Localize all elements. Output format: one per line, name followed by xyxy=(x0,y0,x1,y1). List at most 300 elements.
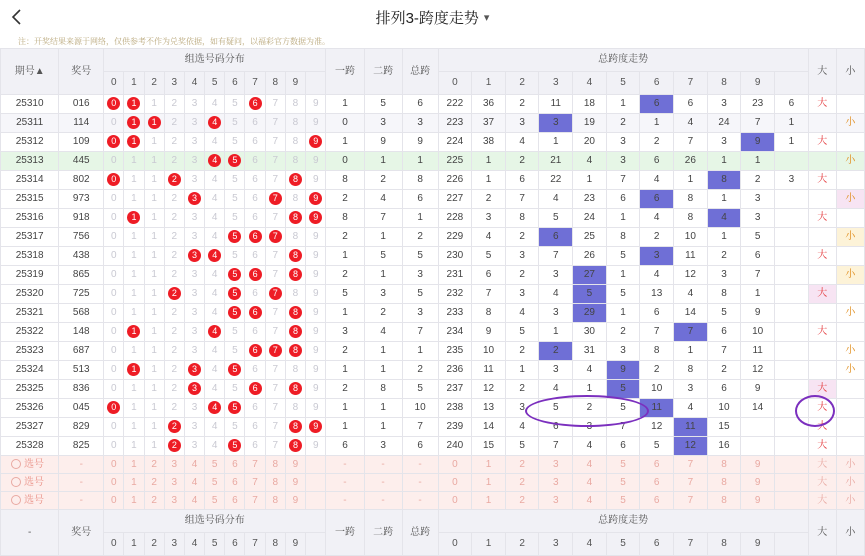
digit-cell[interactable]: 9 xyxy=(306,437,326,456)
digit-cell[interactable]: 1 xyxy=(144,285,164,304)
digit-cell[interactable]: 4 xyxy=(205,285,225,304)
span-cell[interactable]: 2 xyxy=(640,133,674,152)
selection-digit[interactable]: 3 xyxy=(164,492,184,510)
digit-cell[interactable]: 6 xyxy=(245,266,265,285)
digit-cell[interactable]: 1 xyxy=(124,323,144,342)
selection-span[interactable]: 5 xyxy=(606,492,640,510)
digit-cell[interactable]: 9 xyxy=(306,342,326,361)
selection-label[interactable]: 选号 xyxy=(1,474,59,492)
span-cell[interactable]: 30 xyxy=(573,323,607,342)
span-cell[interactable]: 3 xyxy=(707,133,741,152)
span-cell[interactable]: 1 xyxy=(774,114,808,133)
row-issue[interactable]: 25314 xyxy=(1,171,59,190)
selection-digit[interactable]: 6 xyxy=(225,456,245,474)
digit-cell[interactable]: 2 xyxy=(164,437,184,456)
row-prize[interactable]: 836 xyxy=(59,380,104,399)
table-row[interactable] xyxy=(1,190,865,209)
row-prize[interactable]: 513 xyxy=(59,361,104,380)
span-cell[interactable] xyxy=(774,266,808,285)
span-cell[interactable]: 1 xyxy=(606,266,640,285)
digit-cell[interactable]: 7 xyxy=(265,342,285,361)
selection-digit[interactable]: 7 xyxy=(245,492,265,510)
digit-cell[interactable]: 8 xyxy=(285,209,305,228)
span-cell[interactable]: 8 xyxy=(674,209,708,228)
span-cell[interactable]: 25 xyxy=(573,228,607,247)
row-prize[interactable]: 802 xyxy=(59,171,104,190)
span-cell[interactable]: 14 xyxy=(741,399,775,418)
digit-cell[interactable]: 4 xyxy=(205,152,225,171)
table-row[interactable] xyxy=(1,399,865,418)
span-cell[interactable] xyxy=(774,190,808,209)
span-cell[interactable] xyxy=(774,247,808,266)
digit-cell[interactable]: 5 xyxy=(225,399,245,418)
span-cell[interactable]: 6 xyxy=(774,95,808,114)
digit-cell[interactable]: 4 xyxy=(205,190,225,209)
span-cell[interactable]: 1 xyxy=(606,304,640,323)
digit-cell[interactable]: 1 xyxy=(144,437,164,456)
selection-span[interactable]: 7 xyxy=(674,492,708,510)
span-cell[interactable]: 2 xyxy=(539,342,573,361)
digit-cell[interactable]: 2 xyxy=(164,304,184,323)
span-cell[interactable]: 4 xyxy=(505,304,539,323)
selection-span[interactable]: 8 xyxy=(707,474,741,492)
span-cell[interactable]: 6 xyxy=(640,190,674,209)
digit-cell[interactable]: 0 xyxy=(104,190,124,209)
digit-cell[interactable]: 0 xyxy=(104,323,124,342)
digit-cell[interactable]: 5 xyxy=(225,285,245,304)
digit-cell[interactable]: 7 xyxy=(265,114,285,133)
selection-span[interactable]: 2 xyxy=(505,456,539,474)
span-cell[interactable]: 11 xyxy=(741,342,775,361)
digit-cell[interactable]: 6 xyxy=(245,399,265,418)
row-prize[interactable]: 973 xyxy=(59,190,104,209)
digit-cell[interactable]: 1 xyxy=(144,304,164,323)
span-cell[interactable] xyxy=(774,152,808,171)
span-cell[interactable]: 4 xyxy=(573,437,607,456)
span-cell[interactable] xyxy=(774,361,808,380)
selection-digit[interactable]: 3 xyxy=(164,456,184,474)
span-cell[interactable]: 6 xyxy=(539,228,573,247)
span-cell[interactable]: 24 xyxy=(573,209,607,228)
digit-cell[interactable]: 4 xyxy=(205,266,225,285)
span-cell[interactable]: 7 xyxy=(539,437,573,456)
digit-cell[interactable]: 1 xyxy=(124,209,144,228)
span-cell[interactable]: 11 xyxy=(674,418,708,437)
span-cell[interactable]: 5 xyxy=(539,399,573,418)
digit-cell[interactable]: 1 xyxy=(144,228,164,247)
digit-cell[interactable]: 4 xyxy=(205,209,225,228)
table-row[interactable] xyxy=(1,437,865,456)
digit-cell[interactable]: 5 xyxy=(225,361,245,380)
span-cell[interactable]: 2 xyxy=(573,399,607,418)
span-cell[interactable]: 3 xyxy=(505,247,539,266)
span-cell[interactable]: 11 xyxy=(674,247,708,266)
selection-span[interactable]: 4 xyxy=(573,492,607,510)
digit-cell[interactable]: 3 xyxy=(184,266,204,285)
span-cell[interactable] xyxy=(774,342,808,361)
selection-span[interactable]: 3 xyxy=(539,492,573,510)
digit-cell[interactable]: 3 xyxy=(184,304,204,323)
selection-span[interactable]: 7 xyxy=(674,456,708,474)
selection-span[interactable]: 5 xyxy=(606,456,640,474)
digit-cell[interactable]: 1 xyxy=(144,209,164,228)
span-cell[interactable]: 3 xyxy=(606,342,640,361)
digit-cell[interactable]: 7 xyxy=(265,399,285,418)
digit-cell[interactable]: 7 xyxy=(265,304,285,323)
digit-cell[interactable]: 4 xyxy=(205,437,225,456)
digit-cell[interactable]: 4 xyxy=(205,418,225,437)
span-cell[interactable]: 5 xyxy=(573,285,607,304)
span-cell[interactable]: 9 xyxy=(472,323,506,342)
selection-digit-extra[interactable] xyxy=(306,492,326,510)
span-cell[interactable]: 4 xyxy=(539,285,573,304)
table-row[interactable] xyxy=(1,95,865,114)
span-cell[interactable]: 7 xyxy=(741,114,775,133)
span-cell[interactable]: 7 xyxy=(539,247,573,266)
digit-cell[interactable]: 0 xyxy=(104,152,124,171)
selection-span[interactable]: 1 xyxy=(472,474,506,492)
digit-cell[interactable]: 7 xyxy=(265,152,285,171)
span-cell[interactable]: 9 xyxy=(741,304,775,323)
digit-cell[interactable]: 4 xyxy=(205,133,225,152)
sort-icon[interactable]: ▲ xyxy=(34,65,45,77)
digit-cell[interactable]: 0 xyxy=(104,285,124,304)
span-cell[interactable]: 24 xyxy=(707,114,741,133)
table-row[interactable] xyxy=(1,285,865,304)
digit-cell[interactable]: 4 xyxy=(205,304,225,323)
digit-cell[interactable]: 5 xyxy=(225,152,245,171)
span-cell[interactable]: 7 xyxy=(741,266,775,285)
digit-cell[interactable]: 6 xyxy=(245,285,265,304)
row-prize[interactable]: 148 xyxy=(59,323,104,342)
digit-cell[interactable]: 1 xyxy=(144,399,164,418)
selection-digit[interactable]: 8 xyxy=(265,474,285,492)
table-row[interactable] xyxy=(1,114,865,133)
span-cell[interactable]: 6 xyxy=(640,95,674,114)
digit-cell[interactable]: 6 xyxy=(245,95,265,114)
span-cell[interactable]: 26 xyxy=(674,152,708,171)
row-issue[interactable]: 25316 xyxy=(1,209,59,228)
digit-cell[interactable]: 1 xyxy=(144,114,164,133)
span-cell[interactable]: 2 xyxy=(606,323,640,342)
selection-span[interactable]: 3 xyxy=(539,474,573,492)
span-cell[interactable]: 5 xyxy=(606,285,640,304)
digit-cell[interactable]: 8 xyxy=(285,133,305,152)
digit-cell[interactable]: 4 xyxy=(205,114,225,133)
selection-span-extra[interactable] xyxy=(774,474,808,492)
table-row[interactable] xyxy=(1,361,865,380)
digit-cell[interactable]: 6 xyxy=(245,361,265,380)
span-cell[interactable]: 2 xyxy=(640,228,674,247)
selection-span[interactable]: 3 xyxy=(539,456,573,474)
digit-cell[interactable]: 3 xyxy=(184,209,204,228)
span-cell[interactable]: 3 xyxy=(774,171,808,190)
selection-span[interactable]: 8 xyxy=(707,492,741,510)
table-row[interactable] xyxy=(1,171,865,190)
digit-cell[interactable]: 0 xyxy=(104,304,124,323)
digit-cell[interactable]: 2 xyxy=(164,171,184,190)
span-cell[interactable]: 12 xyxy=(640,418,674,437)
digit-cell[interactable]: 0 xyxy=(104,228,124,247)
span-cell[interactable]: 19 xyxy=(573,114,607,133)
span-cell[interactable]: 3 xyxy=(741,209,775,228)
digit-cell[interactable]: 0 xyxy=(104,361,124,380)
selection-span[interactable]: 7 xyxy=(674,474,708,492)
selection-span[interactable]: 9 xyxy=(741,492,775,510)
digit-cell[interactable]: 1 xyxy=(144,171,164,190)
selection-digit[interactable]: 3 xyxy=(164,474,184,492)
digit-cell[interactable]: 1 xyxy=(124,361,144,380)
row-issue[interactable]: 25320 xyxy=(1,285,59,304)
span-cell[interactable]: 22 xyxy=(539,171,573,190)
row-prize[interactable]: 725 xyxy=(59,285,104,304)
digit-cell[interactable]: 1 xyxy=(144,247,164,266)
span-cell[interactable]: 4 xyxy=(472,228,506,247)
span-cell[interactable]: 6 xyxy=(741,247,775,266)
span-cell[interactable]: 4 xyxy=(505,418,539,437)
span-cell[interactable]: 2 xyxy=(505,266,539,285)
digit-cell[interactable]: 5 xyxy=(225,114,245,133)
digit-cell[interactable]: 7 xyxy=(265,228,285,247)
span-cell[interactable]: 1 xyxy=(707,190,741,209)
digit-cell[interactable]: 8 xyxy=(285,247,305,266)
digit-cell[interactable]: 4 xyxy=(205,342,225,361)
digit-cell[interactable]: 8 xyxy=(285,95,305,114)
span-cell[interactable] xyxy=(774,437,808,456)
span-cell[interactable]: 5 xyxy=(472,247,506,266)
digit-cell[interactable]: 2 xyxy=(164,152,184,171)
digit-cell[interactable]: 1 xyxy=(124,266,144,285)
row-issue[interactable]: 25319 xyxy=(1,266,59,285)
digit-cell[interactable]: 1 xyxy=(144,152,164,171)
selection-digit[interactable]: 6 xyxy=(225,492,245,510)
selection-digit[interactable]: 5 xyxy=(205,492,225,510)
digit-cell[interactable]: 8 xyxy=(285,304,305,323)
span-cell[interactable]: 1 xyxy=(472,171,506,190)
digit-cell[interactable]: 1 xyxy=(144,190,164,209)
span-cell[interactable]: 5 xyxy=(505,437,539,456)
span-cell[interactable]: 36 xyxy=(472,95,506,114)
digit-cell[interactable]: 6 xyxy=(245,133,265,152)
span-cell[interactable] xyxy=(774,228,808,247)
selection-digit[interactable]: 0 xyxy=(104,492,124,510)
selection-digit[interactable]: 0 xyxy=(104,456,124,474)
span-cell[interactable]: 9 xyxy=(741,133,775,152)
span-cell[interactable]: 2 xyxy=(707,247,741,266)
digit-cell[interactable]: 1 xyxy=(124,247,144,266)
span-cell[interactable]: 3 xyxy=(741,190,775,209)
span-cell[interactable]: 15 xyxy=(472,437,506,456)
span-cell[interactable]: 6 xyxy=(640,304,674,323)
span-cell[interactable]: 23 xyxy=(741,95,775,114)
digit-cell[interactable]: 0 xyxy=(104,266,124,285)
selection-digit-extra[interactable] xyxy=(306,456,326,474)
span-cell[interactable] xyxy=(741,418,775,437)
digit-cell[interactable]: 1 xyxy=(124,285,144,304)
selection-digit[interactable]: 1 xyxy=(124,492,144,510)
selection-small[interactable]: 小 xyxy=(836,492,864,510)
radio-icon[interactable] xyxy=(11,477,21,487)
digit-cell[interactable]: 6 xyxy=(245,323,265,342)
span-cell[interactable]: 2 xyxy=(741,171,775,190)
span-cell[interactable]: 5 xyxy=(606,247,640,266)
span-cell[interactable]: 5 xyxy=(640,437,674,456)
span-cell[interactable]: 6 xyxy=(606,437,640,456)
span-cell[interactable]: 2 xyxy=(505,228,539,247)
span-cell[interactable]: 6 xyxy=(674,95,708,114)
digit-cell[interactable]: 8 xyxy=(285,437,305,456)
digit-cell[interactable]: 6 xyxy=(245,418,265,437)
header-issue[interactable]: 期号▲ xyxy=(1,49,59,95)
digit-cell[interactable]: 1 xyxy=(144,95,164,114)
digit-cell[interactable]: 9 xyxy=(306,171,326,190)
selection-digit[interactable]: 2 xyxy=(144,474,164,492)
digit-cell[interactable]: 4 xyxy=(205,380,225,399)
span-cell[interactable]: 16 xyxy=(707,437,741,456)
digit-cell[interactable]: 2 xyxy=(164,209,184,228)
selection-digit[interactable]: 5 xyxy=(205,456,225,474)
span-cell[interactable]: 12 xyxy=(741,361,775,380)
digit-cell[interactable]: 2 xyxy=(164,285,184,304)
span-cell[interactable]: 7 xyxy=(472,285,506,304)
digit-cell[interactable]: 3 xyxy=(184,380,204,399)
span-cell[interactable]: 37 xyxy=(472,114,506,133)
span-cell[interactable]: 9 xyxy=(741,380,775,399)
digit-cell[interactable]: 2 xyxy=(164,190,184,209)
digit-cell[interactable]: 1 xyxy=(124,304,144,323)
digit-cell[interactable]: 1 xyxy=(124,95,144,114)
span-cell[interactable]: 14 xyxy=(674,304,708,323)
digit-cell[interactable]: 3 xyxy=(184,133,204,152)
selection-span[interactable]: 4 xyxy=(573,456,607,474)
row-issue[interactable]: 25311 xyxy=(1,114,59,133)
row-issue[interactable]: 25323 xyxy=(1,342,59,361)
radio-icon[interactable] xyxy=(11,459,21,469)
row-prize[interactable]: 016 xyxy=(59,95,104,114)
span-cell[interactable]: 14 xyxy=(472,418,506,437)
span-cell[interactable]: 23 xyxy=(573,190,607,209)
selection-digit[interactable]: 1 xyxy=(124,456,144,474)
digit-cell[interactable]: 3 xyxy=(184,171,204,190)
digit-cell[interactable]: 2 xyxy=(164,95,184,114)
digit-cell[interactable]: 7 xyxy=(265,190,285,209)
digit-cell[interactable]: 0 xyxy=(104,380,124,399)
digit-cell[interactable]: 6 xyxy=(245,152,265,171)
selection-span-extra[interactable] xyxy=(774,456,808,474)
digit-cell[interactable]: 8 xyxy=(285,323,305,342)
row-prize[interactable]: 114 xyxy=(59,114,104,133)
digit-cell[interactable]: 7 xyxy=(265,285,285,304)
span-cell[interactable]: 2 xyxy=(640,361,674,380)
span-cell[interactable]: 6 xyxy=(606,190,640,209)
span-cell[interactable]: 1 xyxy=(472,152,506,171)
digit-cell[interactable]: 9 xyxy=(306,380,326,399)
span-cell[interactable]: 11 xyxy=(472,361,506,380)
digit-cell[interactable]: 4 xyxy=(205,95,225,114)
span-cell[interactable] xyxy=(774,323,808,342)
span-cell[interactable]: 3 xyxy=(539,361,573,380)
digit-cell[interactable]: 1 xyxy=(124,114,144,133)
span-cell[interactable]: 3 xyxy=(573,418,607,437)
digit-cell[interactable]: 1 xyxy=(124,152,144,171)
row-prize[interactable]: 918 xyxy=(59,209,104,228)
selection-digit[interactable]: 2 xyxy=(144,456,164,474)
span-cell[interactable]: 4 xyxy=(707,209,741,228)
span-cell[interactable]: 8 xyxy=(707,171,741,190)
table-row[interactable] xyxy=(1,380,865,399)
row-issue[interactable]: 25322 xyxy=(1,323,59,342)
table-row[interactable] xyxy=(1,418,865,437)
row-prize[interactable]: 045 xyxy=(59,399,104,418)
span-cell[interactable]: 1 xyxy=(707,228,741,247)
span-cell[interactable]: 5 xyxy=(606,399,640,418)
span-cell[interactable]: 3 xyxy=(707,95,741,114)
digit-cell[interactable]: 0 xyxy=(104,114,124,133)
digit-cell[interactable]: 9 xyxy=(306,247,326,266)
digit-cell[interactable]: 0 xyxy=(104,399,124,418)
span-cell[interactable]: 3 xyxy=(539,304,573,323)
span-cell[interactable]: 3 xyxy=(674,380,708,399)
digit-cell[interactable]: 8 xyxy=(285,171,305,190)
digit-cell[interactable]: 1 xyxy=(144,342,164,361)
digit-cell[interactable]: 1 xyxy=(144,380,164,399)
digit-cell[interactable]: 9 xyxy=(306,266,326,285)
span-cell[interactable]: 7 xyxy=(606,171,640,190)
digit-cell[interactable]: 1 xyxy=(144,418,164,437)
selection-digit[interactable]: 4 xyxy=(184,492,204,510)
digit-cell[interactable]: 9 xyxy=(306,323,326,342)
digit-cell[interactable]: 0 xyxy=(104,95,124,114)
digit-cell[interactable]: 8 xyxy=(285,342,305,361)
digit-cell[interactable]: 4 xyxy=(205,171,225,190)
selection-digit[interactable]: 6 xyxy=(225,474,245,492)
span-cell[interactable]: 3 xyxy=(472,209,506,228)
digit-cell[interactable]: 9 xyxy=(306,152,326,171)
span-cell[interactable]: 8 xyxy=(674,361,708,380)
digit-cell[interactable]: 0 xyxy=(104,437,124,456)
span-cell[interactable]: 8 xyxy=(472,304,506,323)
span-cell[interactable]: 5 xyxy=(539,209,573,228)
span-cell[interactable]: 1 xyxy=(573,380,607,399)
span-cell[interactable]: 6 xyxy=(472,266,506,285)
span-cell[interactable]: 1 xyxy=(774,133,808,152)
span-cell[interactable]: 7 xyxy=(707,342,741,361)
selection-digit-extra[interactable] xyxy=(306,474,326,492)
digit-cell[interactable]: 1 xyxy=(144,133,164,152)
span-cell[interactable]: 3 xyxy=(505,114,539,133)
span-cell[interactable]: 4 xyxy=(539,190,573,209)
digit-cell[interactable]: 5 xyxy=(225,304,245,323)
digit-cell[interactable]: 6 xyxy=(245,437,265,456)
digit-cell[interactable]: 8 xyxy=(285,152,305,171)
row-issue[interactable]: 25315 xyxy=(1,190,59,209)
span-cell[interactable]: 1 xyxy=(640,114,674,133)
row-prize[interactable]: 109 xyxy=(59,133,104,152)
span-cell[interactable]: 12 xyxy=(674,266,708,285)
digit-cell[interactable]: 3 xyxy=(184,152,204,171)
selection-span[interactable]: 1 xyxy=(472,456,506,474)
digit-cell[interactable]: 5 xyxy=(225,380,245,399)
digit-cell[interactable]: 7 xyxy=(265,361,285,380)
digit-cell[interactable]: 9 xyxy=(306,114,326,133)
digit-cell[interactable]: 8 xyxy=(285,399,305,418)
row-issue[interactable]: 25324 xyxy=(1,361,59,380)
span-cell[interactable]: 1 xyxy=(741,285,775,304)
span-cell[interactable]: 5 xyxy=(707,304,741,323)
row-issue[interactable]: 25326 xyxy=(1,399,59,418)
span-cell[interactable]: 1 xyxy=(573,171,607,190)
span-cell[interactable]: 1 xyxy=(539,133,573,152)
